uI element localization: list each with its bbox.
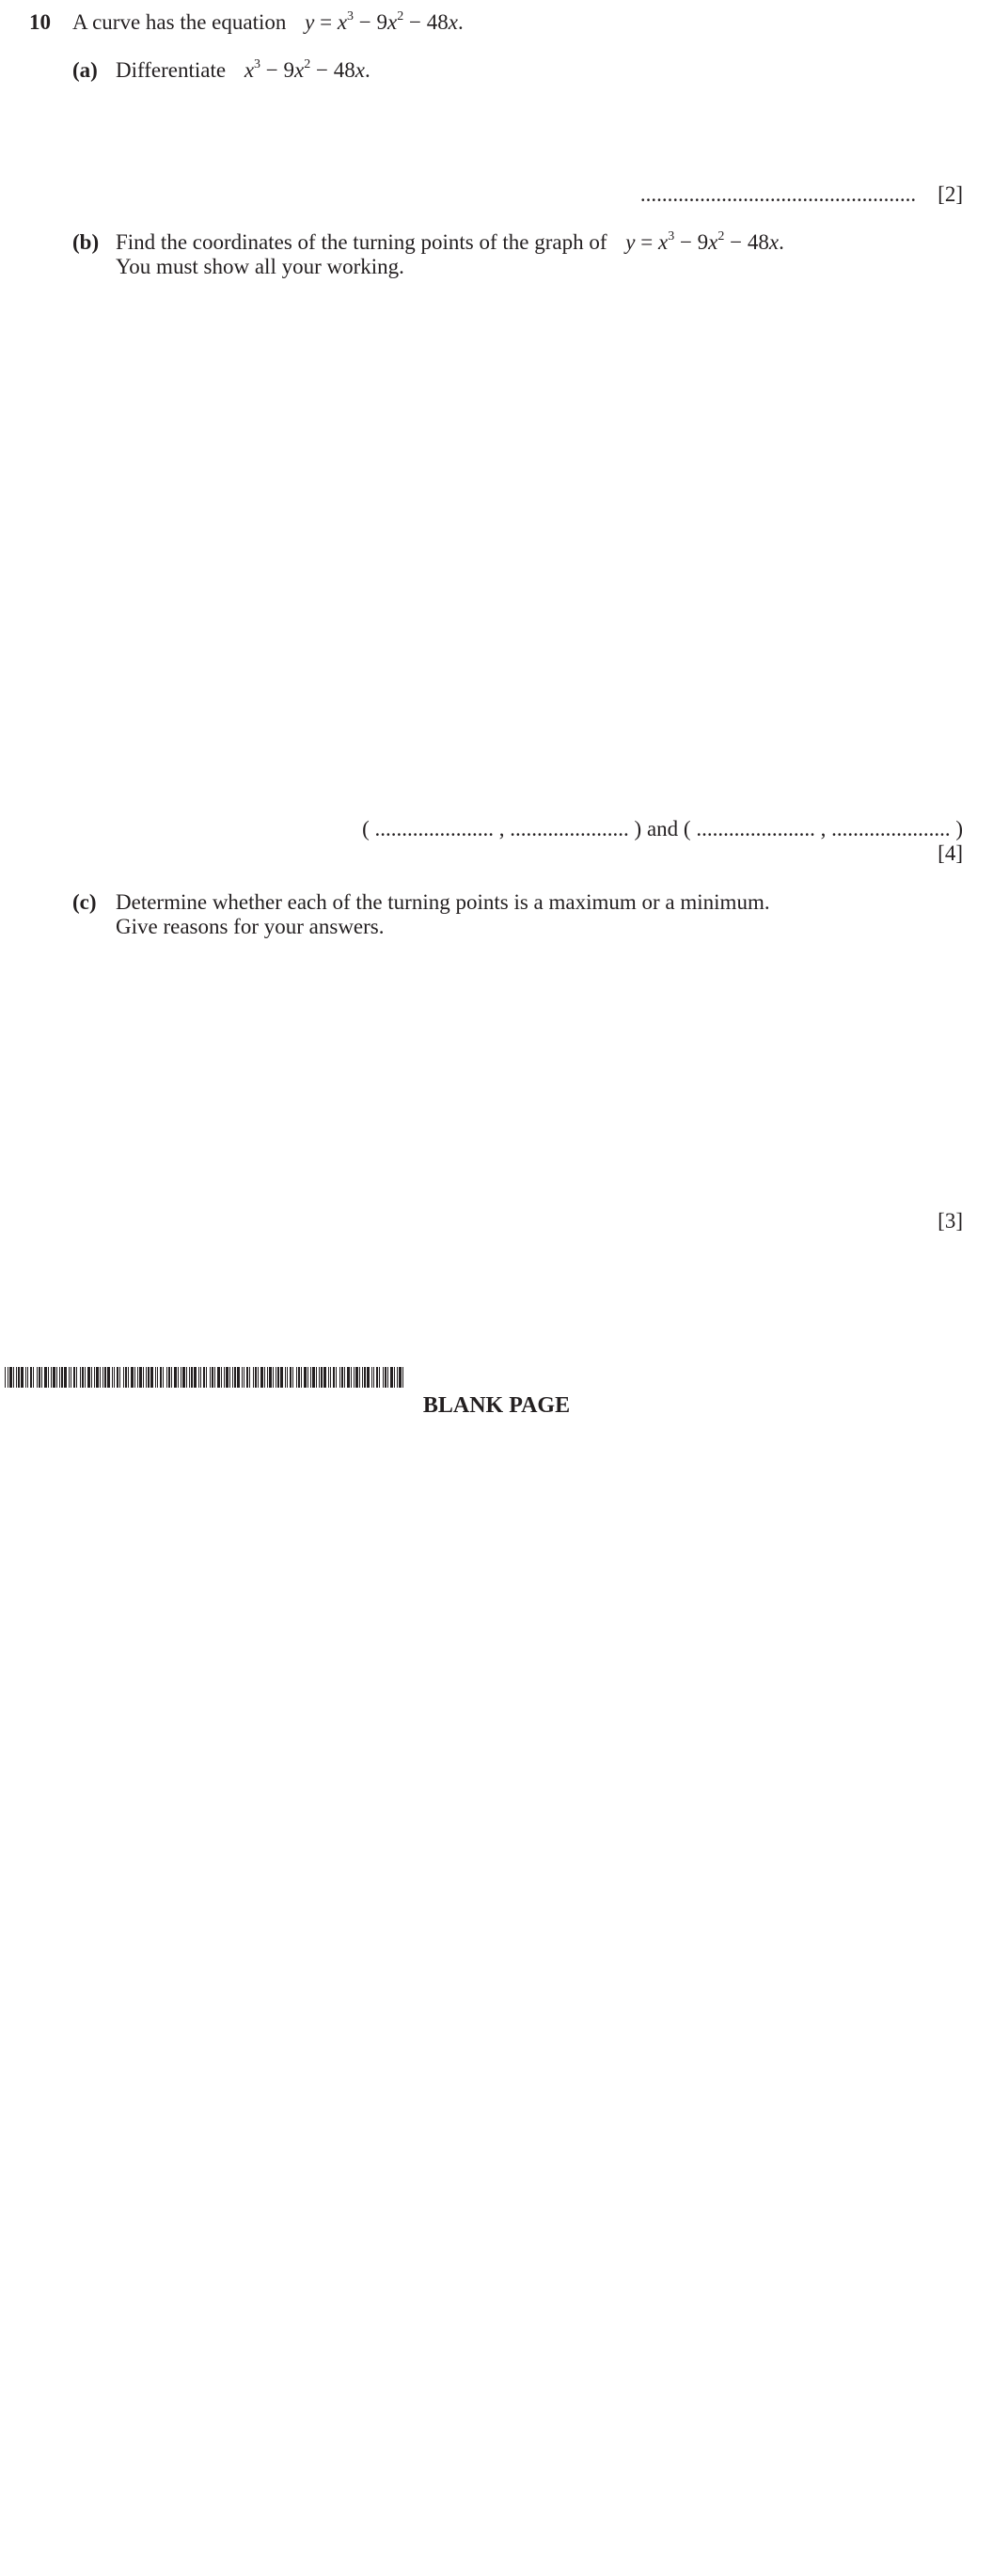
part-b-question-line2: You must show all your working. [116,255,404,278]
part-b-answer-line[interactable]: ( ...................... , ...................... ) and ( ...................... , ...................... ) [362,817,963,840]
part-b-equation: $y = x^3 - 9x^2 - 48x$. [625,229,784,254]
part-c-label: (c) [72,890,97,914]
part-a-text: Differentiate [116,58,227,82]
blank-page-heading: BLANK PAGE [422,1393,571,1418]
part-a-answer-line[interactable]: ................................................... [639,182,917,206]
curve-equation: $y = x^3 - 9x^2 - 48x$. [305,9,464,34]
part-a-marks: [2] [938,182,963,206]
part-a-answer-row [640,181,963,208]
part-c-question-line2: Give reasons for your answers. [116,915,385,938]
part-a-question [116,57,370,87]
part-a-expression: $x^3 - 9x^2 - 48x$. [244,57,370,82]
question-stem [72,9,464,39]
stem-text: A curve has the equation [72,10,287,34]
part-c-marks: [3] [938,1209,963,1233]
part-b-text: Find the coordinates of the turning points of the graph of [116,230,607,254]
part-b-marks: [4] [938,841,963,865]
part-a-label: (a) [72,58,98,82]
part-c-question-line1: Determine whether each of the turning points is a maximum or a minimum. [116,890,770,914]
barcode-image [5,1367,403,1388]
part-b-label: (b) [72,230,100,254]
question-number: 10 [29,10,51,34]
